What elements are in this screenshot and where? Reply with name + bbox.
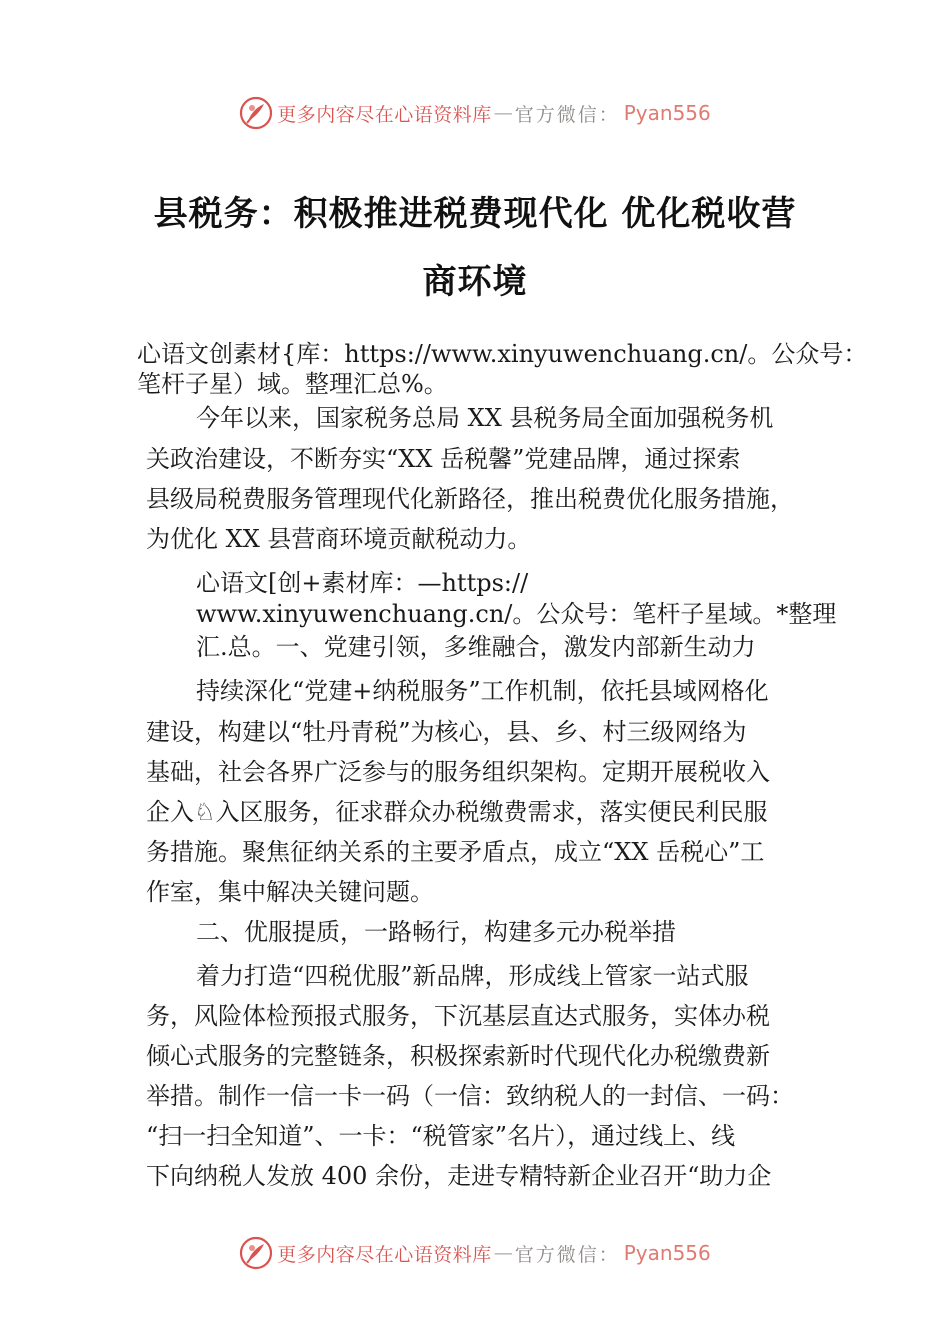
body-line: 为优化 XX 县营商环境贡献税动力。 xyxy=(146,525,532,553)
banner-wechat-id: Pyan556 xyxy=(623,1241,711,1265)
document-title-line-1: 县税务：积极推进税费现代化 优化税收营 xyxy=(153,194,797,234)
body-line: 着力打造“四税优服”新品牌，形成线上管家一站式服 xyxy=(196,962,749,990)
banner-wechat-id: Pyan556 xyxy=(623,101,711,125)
header-banner xyxy=(0,93,950,133)
banner-text: 更多内容尽在心语资料库 xyxy=(277,103,492,126)
body-line: 务，风险体检预报式服务，下沉基层直达式服务，实体办税 xyxy=(146,1002,770,1030)
document-title-line-2: 商环境 xyxy=(422,262,528,302)
banner-dash: — xyxy=(493,102,513,124)
banner-text: 更多内容尽在心语资料库 xyxy=(277,1243,492,1266)
body-line: 今年以来，国家税务总局 XX 县税务局全面加强税务机 xyxy=(196,404,774,432)
body-line: 作室，集中解决关键问题。 xyxy=(146,878,434,906)
banner-wechat-label: 官方微信： xyxy=(514,1243,620,1266)
banner-wechat-label: 官方微信： xyxy=(514,103,620,126)
banner-dash: — xyxy=(493,1242,513,1264)
body-line: 二、优服提质，一路畅行，构建多元办税举措 xyxy=(196,918,676,946)
body-line: 企入♘入区服务，征求群众办税缴费需求，落实便民利民服 xyxy=(146,798,768,826)
body-line: 建设，构建以“牡丹青税”为核心，县、乡、村三级网络为 xyxy=(146,718,747,746)
body-line: 下向纳税人发放 400 余份，走进专精特新企业召开“助力企 xyxy=(146,1162,772,1190)
body-line: www.xinyuwenchuang.cn/。公众号：笔杆子星域。*整理 xyxy=(196,600,837,628)
brand-logo-icon xyxy=(239,1236,273,1270)
body-line: 持续深化“党建+纳税服务”工作机制，依托县域网格化 xyxy=(196,677,769,705)
body-line: 关政治建设，不断夯实“XX 岳税馨”党建品牌，通过探索 xyxy=(146,445,741,473)
body-line: 县级局税费服务管理现代化新路径，推出税费优化服务措施， xyxy=(146,485,794,513)
body-line: “扫一扫全知道”、一卡：“税管家”名片），通过线上、线 xyxy=(146,1122,736,1150)
body-line: 汇.总。一、党建引领，多维融合，激发内部新生动力 xyxy=(196,633,756,661)
body-line: 心语文[创+素材库：—https:// xyxy=(196,569,529,597)
body-line: 务措施。聚焦征纳关系的主要矛盾点，成立“XX 岳税心”工 xyxy=(146,838,765,866)
body-line: 笔杆子星）域。整理汇总%。 xyxy=(137,370,448,398)
body-line: 举措。制作一信一卡一码（一信：致纳税人的一封信、一码： xyxy=(146,1082,794,1110)
body-line: 基础，社会各界广泛参与的服务组织架构。定期开展税收入 xyxy=(146,758,770,786)
body-line: 倾心式服务的完整链条，积极探索新时代现代化办税缴费新 xyxy=(146,1042,770,1070)
body-line: 心语文创素材{库：https://www.xinyuwenchuang.cn/。公众号： xyxy=(137,340,868,368)
brand-logo-icon xyxy=(239,96,273,130)
footer-banner xyxy=(0,1233,950,1273)
